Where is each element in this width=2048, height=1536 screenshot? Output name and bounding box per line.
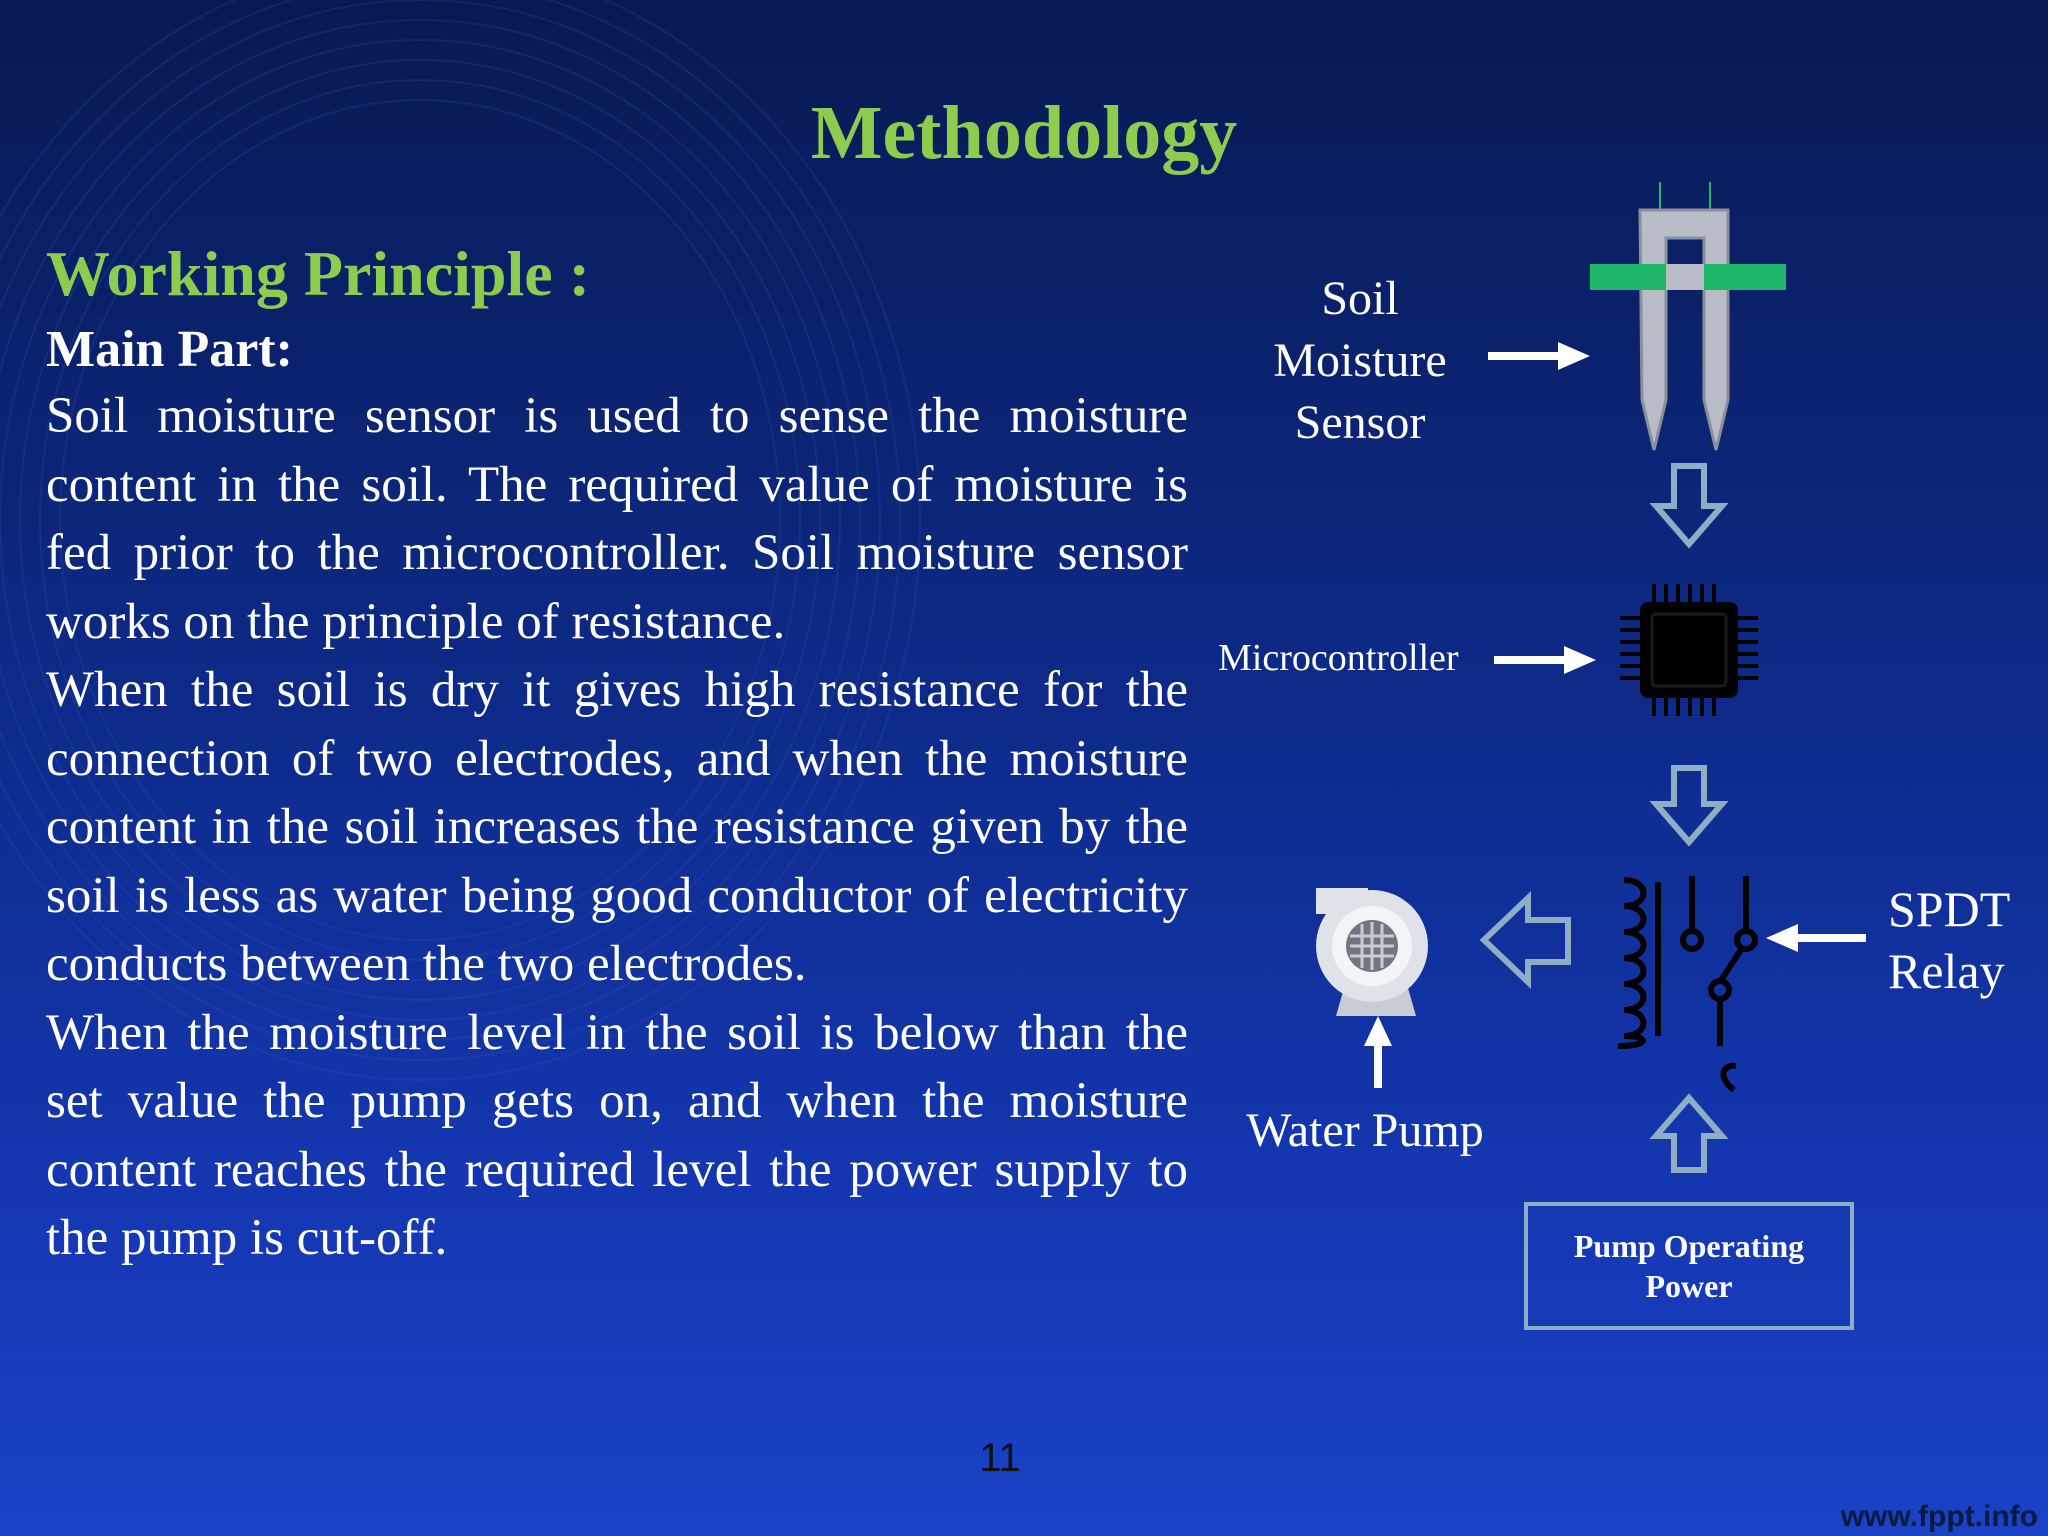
arrow-right-icon [1494, 646, 1596, 674]
paragraph-pump-control: When the moisture level in the soil is below than the set value the pump gets on, and when the moisture content reaches the required level the power supply to the pump is cut-off. [46, 1004, 1188, 1266]
slide-title: Methodology [810, 91, 1238, 175]
main-part-label: Main Part: [46, 321, 293, 378]
soil-moisture-sensor-icon [1590, 182, 1786, 450]
water-pump-label: Water Pump [1246, 1104, 1484, 1157]
paragraph-sensor: Soil moisture sensor is used to sense the moisture content in the soil. The required value of moisture is fed prior to the microcontroller. Soil moisture sensor works on the principle of resistance. [46, 388, 1188, 650]
flow-up-arrow-icon [1656, 1098, 1722, 1170]
page-number: 11 [979, 1436, 1021, 1480]
arrow-right-icon [1488, 342, 1590, 370]
microcontroller-chip-icon [1620, 584, 1758, 716]
flow-down-arrow-icon [1656, 466, 1722, 544]
watermark: www.fppt.info [1840, 1500, 2038, 1533]
paragraph-resistance: When the soil is dry it gives high resistance for the connection of two electrodes, and when the moisture content in the soil increases the resistance given by the soil is less as water being good conductor of electricity conducts between the two electrodes. [46, 662, 1188, 992]
pump-operating-power-box: Pump Operating Power [1524, 1202, 1854, 1330]
arrow-left-icon [1766, 924, 1866, 952]
microcontroller-label: Microcontroller [1218, 637, 1459, 679]
arrow-up-icon [1364, 1016, 1392, 1088]
sensor-label: Soil Moisture Sensor [1273, 272, 1447, 449]
flow-left-arrow-icon [1484, 898, 1568, 982]
relay-label: SPDT Relay [1888, 881, 2010, 999]
water-pump-icon [1316, 888, 1428, 1016]
flow-down-arrow-icon [1656, 768, 1722, 842]
working-principle-heading: Working Principle : [46, 238, 590, 309]
spdt-relay-icon [1618, 876, 1755, 1090]
